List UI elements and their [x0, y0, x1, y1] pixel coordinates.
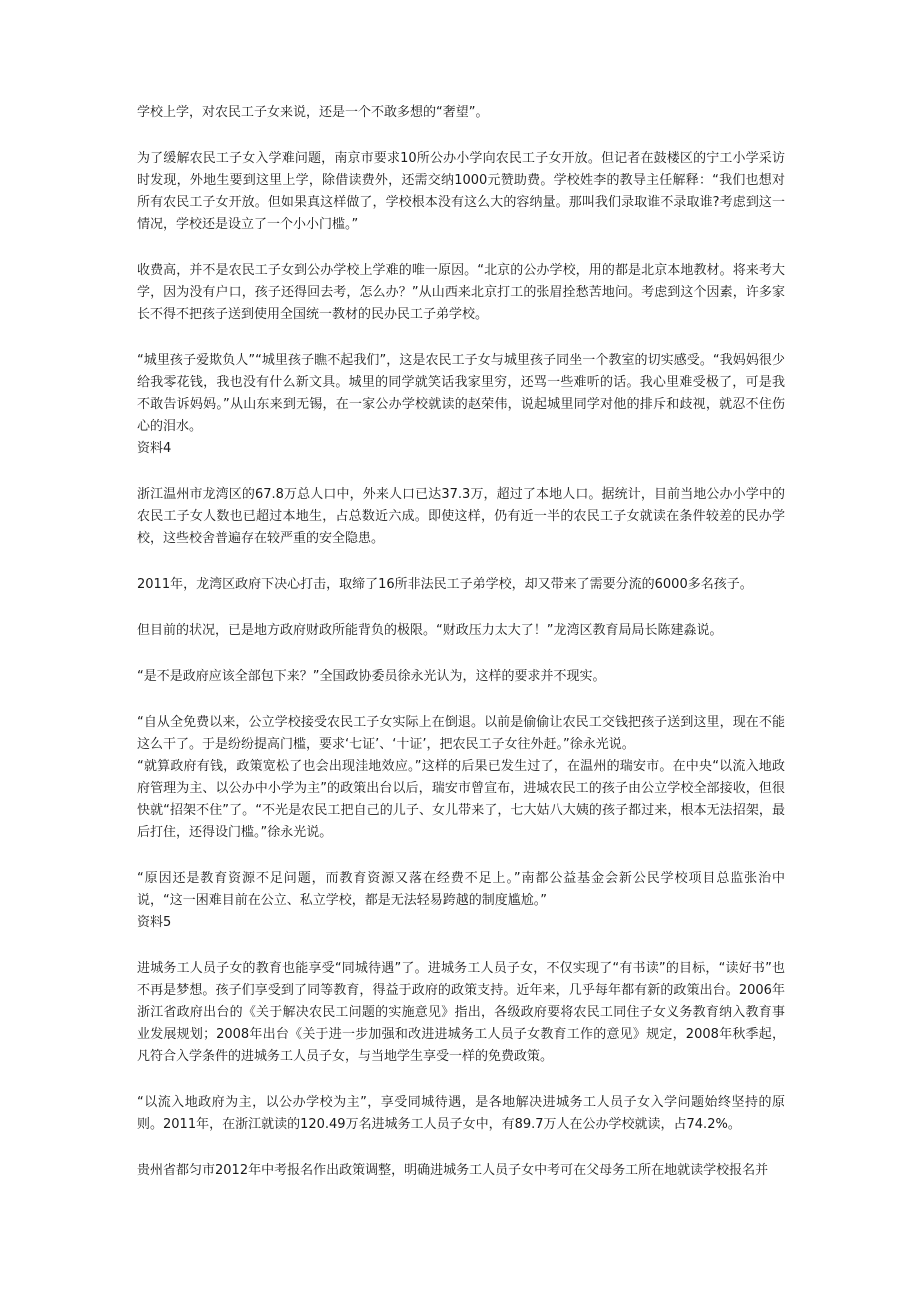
paragraph-11: “原因还是教育资源不足问题，而教育资源又落在经费不足上。”南都公益基金会新公民学校项目总监张治中说，“这一困难目前在公立、私立学校，都是无法轻易跨越的制度尴尬。”: [137, 871, 785, 908]
paragraph-6: 2011年，龙湾区政府下决心打击，取缔了16所非法民工子弟学校，却又带来了需要分流的6000多名孩子。: [137, 577, 753, 592]
paragraph-7: 但目前的状况，已是地方政府财政所能背负的极限。“财政压力太大了！”龙湾区教育局局长陈建淼说。: [137, 623, 723, 638]
paragraph-8: “是不是政府应该全部包下来？”全国政协委员徐永光认为，这样的要求并不现实。: [137, 669, 606, 684]
document-page: [137, 102, 785, 1182]
paragraph-13: “以流入地政府为主，以公办学校为主”，享受同城待遇，是各地解决进城务工人员子女入学问题始终坚持的原则。2011年，在浙江就读的120.49万名进城务工人员子女中，有89.7万人在公办学校就读，占74.2%。: [137, 1095, 785, 1132]
section-label-material-4: 资料4: [137, 441, 172, 456]
paragraph-9: “自从全免费以来，公立学校接受农民工子女实际上在倒退。以前是偷偷让农民工交钱把孩子送到这里，现在不能这么干了。于是纷纷提高门槛，要求‘七证’、‘十证’，把农民工子女往外赶。”徐永光说。: [137, 715, 785, 752]
paragraph-4: “城里孩子爱欺负人”“城里孩子瞧不起我们”，这是农民工子女与城里孩子同坐一个教室的切实感受。“我妈妈很少给我零花钱，我也没有什么新文具。城里的同学就笑话我家里穷，还骂一些难听的话。我心里难受极了，可是我不敢告诉妈妈。”从山东来到无锡，在一家公办学校就读的赵荣伟，说起城里同学对他的排斥和歧视，就忍不住伤心的泪水。: [137, 353, 785, 434]
paragraph-14: 贵州省都匀市2012年中考报名作出政策调整，明确进城务工人员子女中考可在父母务工所在地就读学校报名并: [137, 1163, 769, 1178]
paragraph-3: 收费高，并不是农民工子女到公办学校上学难的唯一原因。“北京的公办学校，用的都是北京本地教材。将来考大学，因为没有户口，孩子还得回去考，怎么办？”从山西来北京打工的张眉拴愁苦地问。考虑到这个因素，许多家长不得不把孩子送到使用全国统一教材的民办民工子弟学校。: [137, 263, 785, 322]
section-label-material-5: 资料5: [137, 915, 172, 930]
paragraph-1: 学校上学，对农民工子女来说，还是一个不敢多想的“奢望”。: [137, 105, 489, 120]
paragraph-10: “就算政府有钱，政策宽松了也会出现洼地效应。”这样的后果已发生过了，在温州的瑞安市。在中央“以流入地政府管理为主、以公办中小学为主”的政策出台以后，瑞安市曾宣布，进城农民工的孩子由公立学校全部接收，但很快就“招架不住”了。“不光是农民工把自己的儿子、女儿带来了，七大姑八大姨的孩子都过来，根本无法招架，最后打住，还得设门槛。”徐永光说。: [137, 759, 785, 840]
paragraph-5: 浙江温州市龙湾区的67.8万总人口中，外来人口已达37.3万，超过了本地人口。据统计，目前当地公办小学中的农民工子女人数也已超过本地生，占总数近六成。即使这样，仍有近一半的农民工子女就读在条件较差的民办学校，这些校舍普遍存在较严重的安全隐患。: [137, 487, 785, 546]
paragraph-12: 进城务工人员子女的教育也能享受“同城待遇”了。进城务工人员子女，不仅实现了“有书读”的目标，“读好书”也不再是梦想。孩子们享受到了同等教育，得益于政府的政策支持。近年来，几乎每年都有新的政策出台。2006年浙江省政府出台的《关于解决农民工问题的实施意见》指出，各级政府要将农民工同住子女义务教育纳入教育事业发展规划；2008年出台《关于进一步加强和改进进城务工人员子女教育工作的意见》规定，2008年秋季起，凡符合入学条件的进城务工人员子女，与当地学生享受一样的免费政策。: [137, 961, 785, 1064]
paragraph-2: 为了缓解农民工子女入学难问题，南京市要求10所公办小学向农民工子女开放。但记者在鼓楼区的宁工小学采访时发现，外地生要到这里上学，除借读费外，还需交纳1000元赞助费。学校姓李的教导主任解释：“我们也想对所有农民工子女开放。但如果真这样做了，学校根本没有这么大的容纳量。那叫我们录取谁不录取谁?考虑到这一情况，学校还是设立了一个小小门槛。”: [137, 151, 785, 232]
